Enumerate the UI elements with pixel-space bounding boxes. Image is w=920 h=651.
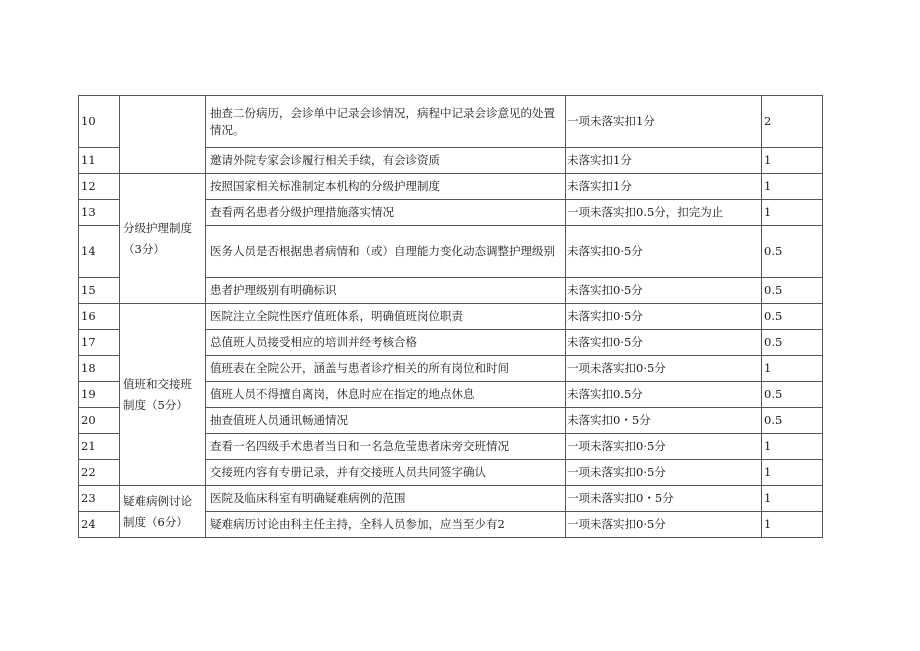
item-description: 值班表在全院公开，涵盖与患者诊疗相关的所有岗位和时间 bbox=[206, 356, 566, 382]
item-score: 1 bbox=[762, 512, 823, 538]
evaluation-table bbox=[78, 95, 823, 538]
item-description: 按照国家相关标准制定本机构的分级护理制度 bbox=[206, 174, 566, 200]
category-difficult-case: 疑难病例讨论制度（6分） bbox=[120, 486, 206, 538]
deduction-rule: 未落实扣0·5分 bbox=[566, 226, 762, 278]
item-description: 查看一名四级手术患者当日和一名急危莹患者床旁交班情况 bbox=[206, 434, 566, 460]
item-number: 21 bbox=[79, 434, 120, 460]
deduction-rule: 未落实扣0.5分 bbox=[566, 382, 762, 408]
item-score: 0.5 bbox=[762, 408, 823, 434]
item-score: 0.5 bbox=[762, 304, 823, 330]
table-row bbox=[79, 96, 823, 148]
item-score: 2 bbox=[762, 96, 823, 148]
item-score: 0.5 bbox=[762, 330, 823, 356]
item-score: 1 bbox=[762, 460, 823, 486]
item-score: 1 bbox=[762, 174, 823, 200]
item-score: 1 bbox=[762, 434, 823, 460]
item-description: 医院注立全院性医疗值班体系，明确值班岗位职责 bbox=[206, 304, 566, 330]
deduction-rule: 未落实扣0·5分 bbox=[566, 278, 762, 304]
item-number: 15 bbox=[79, 278, 120, 304]
deduction-rule: 未落实扣1分 bbox=[566, 174, 762, 200]
item-description: 疑难病历讨论由科主任主持，全科人员参加，应当至少有2 bbox=[206, 512, 566, 538]
deduction-rule: 未落实扣0・5分 bbox=[566, 408, 762, 434]
item-number: 14 bbox=[79, 226, 120, 278]
item-number: 19 bbox=[79, 382, 120, 408]
item-description: 医院及临床科室有明确疑难病例的范围 bbox=[206, 486, 566, 512]
deduction-rule: 一项未落实扣1分 bbox=[566, 96, 762, 148]
item-description: 医务人员是否根据患者病情和（或）自理能力变化动态调整护理级别 bbox=[206, 226, 566, 278]
deduction-rule: 一项未落实扣0・5分 bbox=[566, 486, 762, 512]
category-cell-empty bbox=[120, 96, 206, 174]
deduction-rule: 一项未落实扣0·5分 bbox=[566, 356, 762, 382]
deduction-rule: 一项未落实扣0.5分，扣完为止 bbox=[566, 200, 762, 226]
deduction-rule: 一项未落实扣0·5分 bbox=[566, 460, 762, 486]
item-score: 1 bbox=[762, 148, 823, 174]
item-number: 10 bbox=[79, 96, 120, 148]
item-description: 查看两名患者分级护理措施落实情况 bbox=[206, 200, 566, 226]
item-number: 18 bbox=[79, 356, 120, 382]
item-score: 0.5 bbox=[762, 382, 823, 408]
item-description: 抽查二份病历，会诊单中记录会诊情况，病程中记录会诊意见的处置情况。 bbox=[206, 96, 566, 148]
deduction-rule: 一项未落实扣0·5分 bbox=[566, 512, 762, 538]
item-number: 13 bbox=[79, 200, 120, 226]
item-score: 0.5 bbox=[762, 226, 823, 278]
item-number: 16 bbox=[79, 304, 120, 330]
table-row bbox=[79, 174, 823, 200]
deduction-rule: 一项未落实扣0·5分 bbox=[566, 434, 762, 460]
deduction-rule: 未落实扣0·5分 bbox=[566, 330, 762, 356]
table-row bbox=[79, 486, 823, 512]
item-description: 值班人员不得擅自离岗，休息时应在指定的地点休息 bbox=[206, 382, 566, 408]
item-number: 17 bbox=[79, 330, 120, 356]
category-nursing: 分级护理制度（3分） bbox=[120, 174, 206, 304]
item-number: 12 bbox=[79, 174, 120, 200]
item-number: 22 bbox=[79, 460, 120, 486]
item-description: 交接班内容有专册记录，并有交接班人员共同签字确认 bbox=[206, 460, 566, 486]
item-description: 患者护理级别有明确标识 bbox=[206, 278, 566, 304]
item-description: 抽查值班人员通讯畅通情况 bbox=[206, 408, 566, 434]
item-number: 24 bbox=[79, 512, 120, 538]
item-score: 1 bbox=[762, 486, 823, 512]
item-number: 11 bbox=[79, 148, 120, 174]
item-description: 总值班人员接受相应的培训并经考核合格 bbox=[206, 330, 566, 356]
item-score: 1 bbox=[762, 200, 823, 226]
table-row bbox=[79, 304, 823, 330]
deduction-rule: 未落实扣0·5分 bbox=[566, 304, 762, 330]
category-duty: 值班和交接班制度（5分） bbox=[120, 304, 206, 486]
item-number: 20 bbox=[79, 408, 120, 434]
item-description: 邀请外院专家会诊履行相关手续，有会诊资质 bbox=[206, 148, 566, 174]
deduction-rule: 未落实扣1分 bbox=[566, 148, 762, 174]
item-score: 0.5 bbox=[762, 278, 823, 304]
item-number: 23 bbox=[79, 486, 120, 512]
item-score: 1 bbox=[762, 356, 823, 382]
